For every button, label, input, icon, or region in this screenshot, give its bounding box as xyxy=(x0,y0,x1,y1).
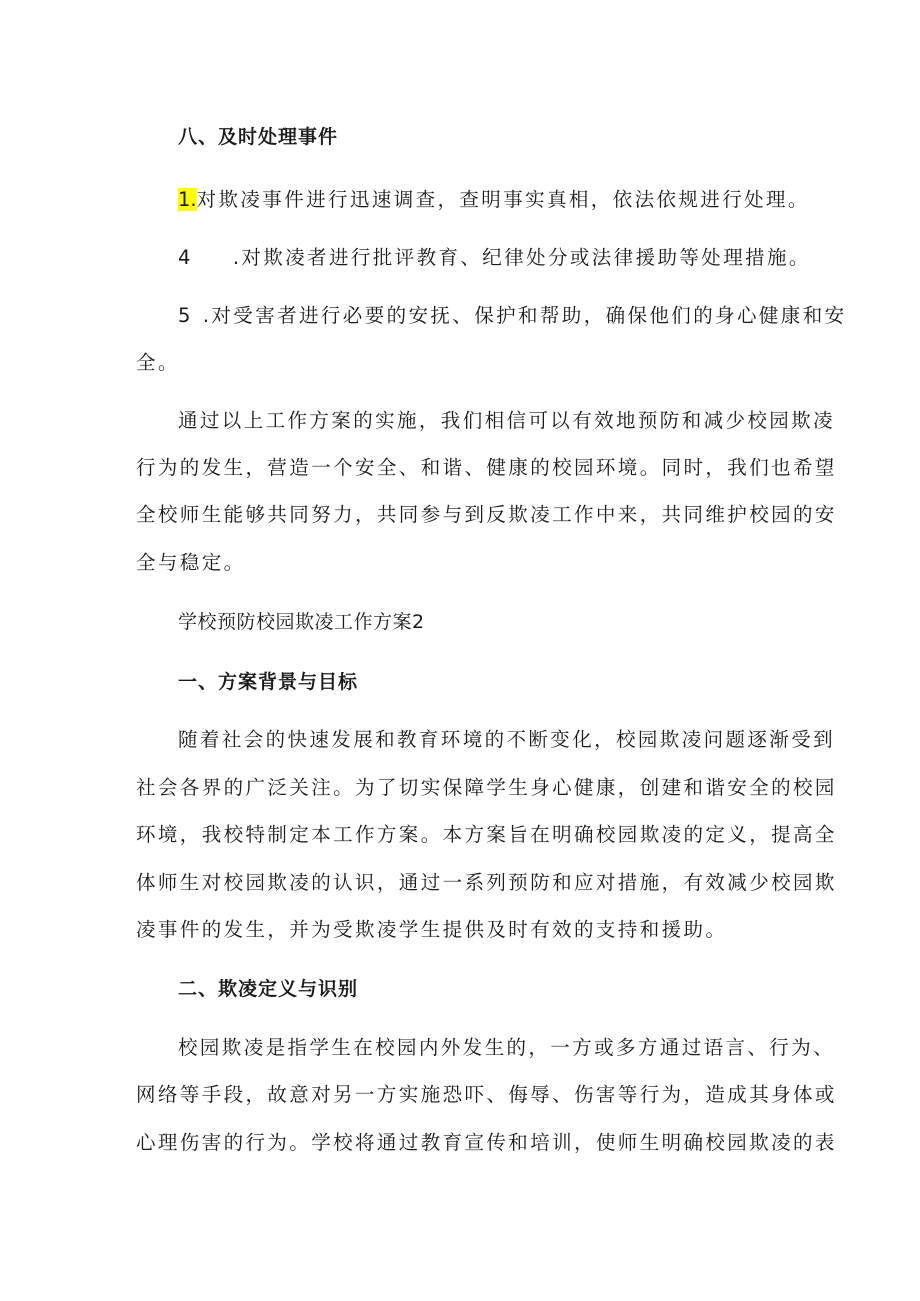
paragraph-line: 校园欺凌是指学生在校园内外发生的，一方或多方通过语言、行为、 xyxy=(178,1036,836,1059)
list-item-continuation: 全。 xyxy=(136,351,180,374)
paragraph-line: 体师生对校园欺凌的认识，通过一系列预防和应对措施，有效减少校园欺 xyxy=(136,871,837,894)
paragraph-line: 全校师生能够共同努力，共同参与到反欺凌工作中来，共同维护校园的安 xyxy=(136,503,837,526)
paragraph-line: 行为的发生，营造一个安全、和谐、健康的校园环境。同时，我们也希望 xyxy=(136,456,837,479)
list-item xyxy=(178,242,811,270)
list-item-text: 对欺凌事件进行迅速调查，查明事实真相，依法依规进行处理。 xyxy=(196,188,810,211)
paragraph-line: 网络等手段，故意对另一方实施恐吓、侮辱、伤害等行为，造成其身体或 xyxy=(136,1083,837,1106)
paragraph-line: 心理伤害的行为。学校将通过教育宣传和培训，使师生明确校园欺凌的表 xyxy=(136,1131,837,1154)
list-number: 5 xyxy=(178,304,193,327)
paragraph-line: 通过以上工作方案的实施，我们相信可以有效地预防和减少校园欺凌 xyxy=(178,409,836,432)
list-item-text: .对受害者进行必要的安抚、保护和帮助，确保他们的身心健康和安 xyxy=(202,304,847,327)
list-item xyxy=(178,300,847,328)
section-8-heading: 八、及时处理事件 xyxy=(178,126,339,148)
list-item xyxy=(178,184,810,212)
plan-2-title: 学校预防校园欺凌工作方案2 xyxy=(178,611,425,633)
list-item-text: .对欺凌者进行批评教育、纪律处分或法律援助等处理措施。 xyxy=(232,246,811,269)
list-number: 4 xyxy=(178,246,193,269)
highlighted-number: 1. xyxy=(178,188,197,211)
paragraph-line: 全与稳定。 xyxy=(136,551,246,574)
section-1-heading: 一、方案背景与目标 xyxy=(178,671,359,693)
paragraph-line: 社会各界的广泛关注。为了切实保障学生身心健康，创建和谐安全的校园 xyxy=(136,776,837,799)
paragraph-line: 环境，我校特制定本工作方案。本方案旨在明确校园欺凌的定义，提高全 xyxy=(136,823,837,846)
paragraph-line: 凌事件的发生，并为受欺凌学生提供及时有效的支持和援助。 xyxy=(136,918,728,941)
paragraph-line: 随着社会的快速发展和教育环境的不断变化，校园欺凌问题逐渐受到 xyxy=(178,728,836,751)
section-2-heading: 二、欺凌定义与识别 xyxy=(178,978,359,1000)
